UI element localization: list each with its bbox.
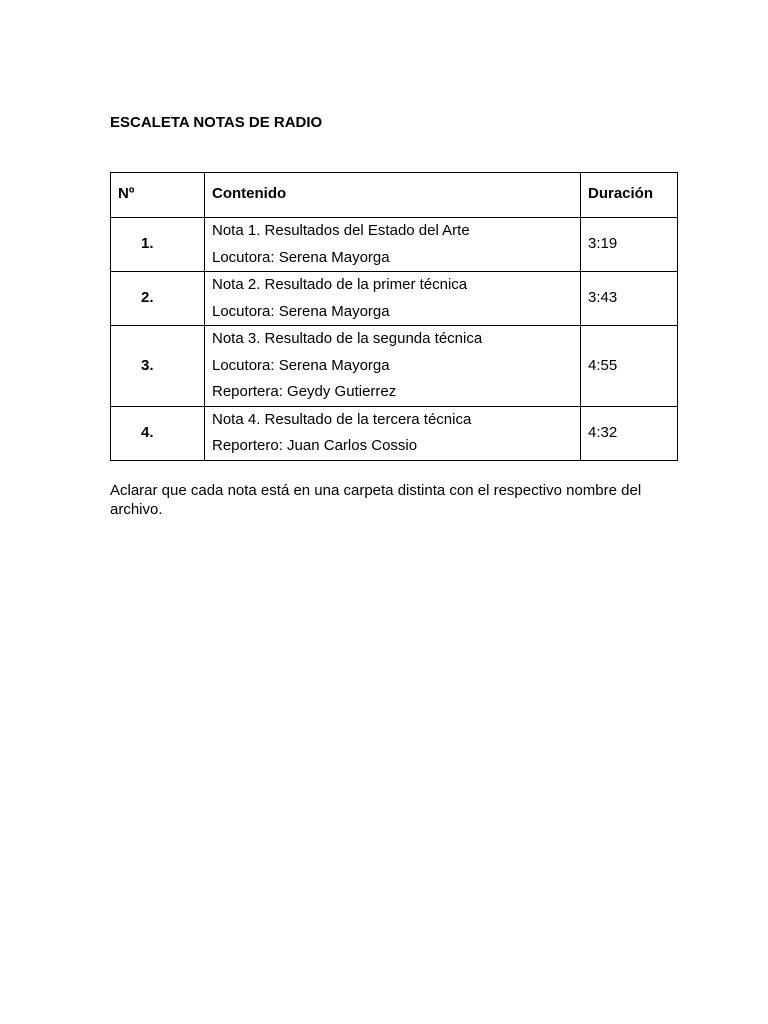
row-duration: 3:43 xyxy=(581,272,678,326)
content-line: Nota 3. Resultado de la segunda técnica xyxy=(212,330,483,347)
content-line: Locutora: Serena Mayorga xyxy=(212,248,390,266)
row-duration: 4:32 xyxy=(581,406,678,460)
content-line: Nota 2. Resultado de la primer técnica xyxy=(212,276,468,293)
table-row xyxy=(111,218,678,272)
escaleta-table xyxy=(110,172,678,461)
row-content xyxy=(205,406,581,460)
table-row xyxy=(111,406,678,460)
header-number: Nº xyxy=(111,173,205,218)
header-duration: Duración xyxy=(581,173,678,218)
row-number: 4. xyxy=(111,406,205,460)
content-line: Reportera: Geydy Gutierrez xyxy=(212,383,397,400)
row-number: 3. xyxy=(111,326,205,407)
row-content xyxy=(205,326,581,407)
document-title: ESCALETA NOTAS DE RADIO xyxy=(110,114,323,131)
row-content xyxy=(205,272,581,326)
footnote-paragraph: Aclarar que cada nota está en una carpeta distinta con el respectivo nombre del archivo. xyxy=(110,482,642,518)
table-row xyxy=(111,326,678,407)
table-header-row xyxy=(111,173,678,218)
content-line: Locutora: Serena Mayorga xyxy=(212,302,390,320)
content-line: Nota 4. Resultado de la tercera técnica xyxy=(212,410,472,428)
content-line: Locutora: Serena Mayorga xyxy=(212,356,390,374)
row-content xyxy=(205,218,581,272)
row-duration: 3:19 xyxy=(581,218,678,272)
header-content: Contenido xyxy=(205,173,581,218)
row-number: 1. xyxy=(111,218,205,272)
content-line: Nota 1. Resultados del Estado del Arte xyxy=(212,222,470,239)
table-row xyxy=(111,272,678,326)
row-number: 2. xyxy=(111,272,205,326)
row-duration: 4:55 xyxy=(581,326,678,407)
content-line: Reportero: Juan Carlos Cossio xyxy=(212,437,418,454)
